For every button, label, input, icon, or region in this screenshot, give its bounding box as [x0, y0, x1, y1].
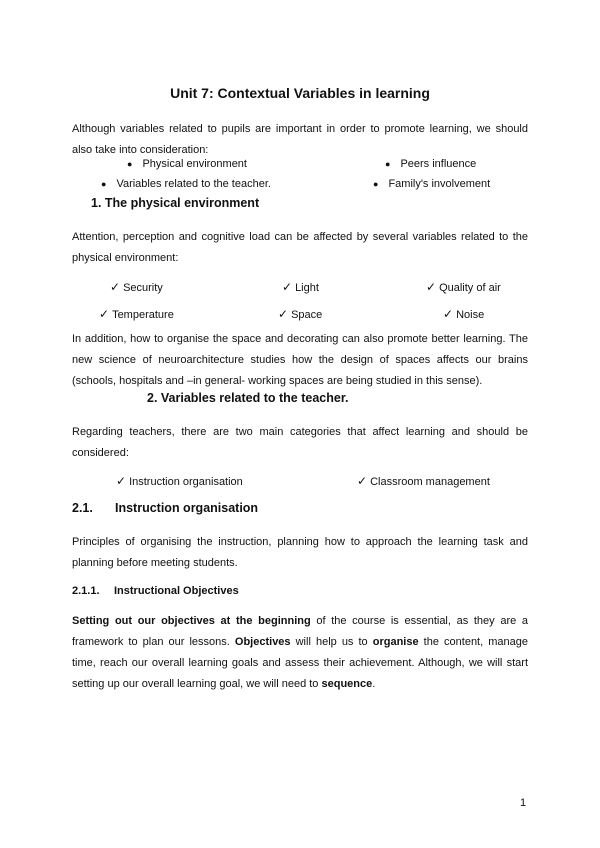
paragraph-line: Principles of organising the instruction, planning how to approach the learning task and — [72, 536, 528, 548]
bullet-icon: ● — [127, 159, 133, 169]
paragraph-line: In addition, how to organise the space and decorating can also promote better learning. The — [72, 333, 528, 345]
intro-line-2: also take into consideration: — [72, 144, 209, 156]
emphasis-text: Objectives — [234, 636, 291, 648]
paragraph-line: new science of neuroarchitecture studies how the design of spaces affects our brains — [72, 354, 528, 366]
check-item-temperature — [99, 307, 174, 321]
paragraph-line: planning before meeting students. — [72, 557, 238, 569]
check-icon: ✓ — [426, 280, 437, 294]
paragraph-line: physical environment: — [72, 252, 179, 264]
bullet-item — [385, 158, 476, 170]
check-item-instruction-organisation — [116, 474, 243, 488]
check-label: Light — [295, 282, 319, 294]
plain-text: will help us to — [290, 636, 373, 648]
check-label: Quality of air — [439, 282, 501, 294]
emphasis-text: sequence — [321, 678, 373, 690]
section-heading-physical-environment: 1. The physical environment — [91, 196, 260, 210]
bullet-label: Variables related to the teacher. — [116, 178, 271, 190]
check-item-light — [282, 280, 319, 294]
emphasis-text: Setting out our objectives at the beginning — [72, 615, 311, 627]
check-label: Temperature — [112, 309, 174, 321]
check-icon: ✓ — [99, 307, 110, 321]
check-icon: ✓ — [278, 307, 289, 321]
check-icon: ✓ — [116, 474, 127, 488]
instructional-objectives-paragraph — [72, 611, 528, 695]
subsubsection-heading-instructional-objectives: Instructional Objectives — [114, 585, 239, 597]
page-number: 1 — [520, 797, 527, 809]
plain-text: framework to plan our lessons. — [72, 636, 235, 648]
instruction-organisation-paragraph — [72, 532, 528, 574]
bullet-label: Family's involvement — [388, 178, 491, 190]
intro-line-1: Although variables related to pupils are important in order to promote learning, we should — [72, 123, 528, 135]
plain-text: the content, manage — [418, 636, 528, 648]
paragraph-line: Attention, perception and cognitive load can be affected by several variables related to the — [72, 231, 528, 243]
bullet-label: Peers influence — [400, 158, 477, 170]
paragraph-line: time, reach our overall learning goals and assess their achievement. Although, we will start — [72, 657, 528, 669]
plain-text: of the course is essential, as they are a — [310, 615, 529, 627]
bullet-item — [127, 158, 247, 170]
paragraph-line: Regarding teachers, there are two main categories that affect learning and should be — [72, 426, 528, 438]
check-item-security — [110, 280, 163, 294]
check-item-noise — [443, 307, 484, 321]
bullet-icon: ● — [101, 179, 107, 189]
subsection-heading-instruction-organisation: Instruction organisation — [115, 501, 259, 515]
check-icon: ✓ — [443, 307, 454, 321]
bullet-item — [101, 178, 271, 190]
bullet-icon: ● — [373, 179, 379, 189]
bullet-label: Physical environment — [142, 158, 247, 170]
check-label: Noise — [456, 309, 485, 321]
check-item-quality-of-air — [426, 280, 501, 294]
bullet-item — [373, 178, 490, 190]
physical-environment-paragraph — [72, 227, 528, 269]
page-title: Unit 7: Contextual Variables in learning — [170, 85, 430, 101]
paragraph-line: considered: — [72, 447, 129, 459]
check-icon: ✓ — [357, 474, 368, 488]
paragraph-line — [72, 611, 528, 632]
subsubsection-number-2-1-1: 2.1.1. — [72, 585, 100, 597]
teacher-paragraph — [72, 422, 528, 464]
neuroarchitecture-paragraph — [72, 329, 528, 392]
check-label: Security — [123, 282, 163, 294]
section-heading-teacher-variables: 2. Variables related to the teacher. — [147, 391, 349, 405]
paragraph-line: (schools, hospitals and –in general- working spaces are being studied in this sense). — [72, 375, 483, 387]
plain-text: . — [372, 678, 376, 690]
check-icon: ✓ — [282, 280, 293, 294]
plain-text: setting up our overall learning goal, we will need to — [72, 678, 322, 690]
check-item-classroom-management — [357, 474, 490, 488]
bullet-icon: ● — [385, 159, 391, 169]
check-label: Space — [291, 309, 323, 321]
subsection-number-2-1: 2.1. — [72, 501, 93, 515]
paragraph-line — [72, 632, 528, 653]
check-label: Classroom management — [370, 476, 490, 488]
check-icon: ✓ — [110, 280, 121, 294]
check-item-space — [278, 307, 322, 321]
paragraph-line — [72, 674, 528, 695]
check-label: Instruction organisation — [129, 476, 243, 488]
emphasis-text: organise — [372, 636, 419, 648]
intro-paragraph — [72, 119, 528, 161]
